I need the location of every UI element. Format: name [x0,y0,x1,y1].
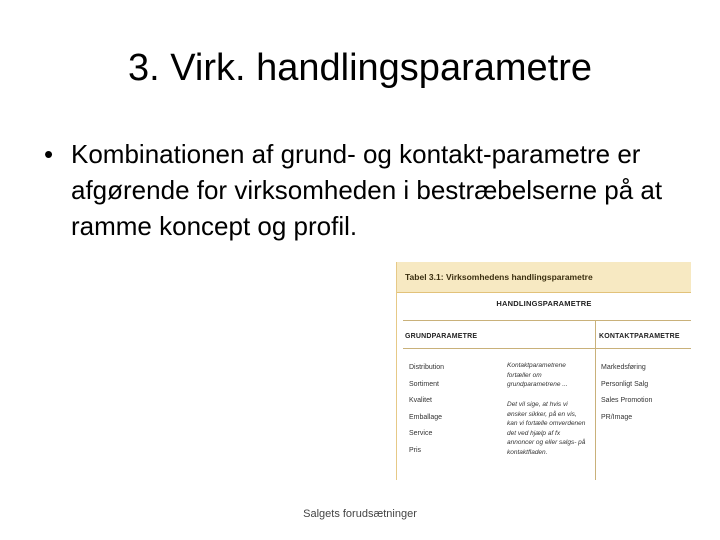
bullet-dot: • [44,139,54,169]
bullet-text: Kombinationen af grund- og kontakt-parametre er afgørende for virksomheden i bestræbelserne på at ramme koncept og profil. [71,139,663,241]
slide-title: 3. Virk. handlingsparametre [128,47,592,89]
kontakt-item: Personligt Salg [601,380,649,388]
table-header-band [397,262,691,293]
grund-item: Sortiment [409,380,439,388]
table-title: Tabel 3.1: Virksomhedens handlingsparametre [405,272,593,282]
table-main-heading: HANDLINGSPARAMETRE [496,299,592,308]
column-heading-grund: GRUNDPARAMETRE [405,333,478,340]
note-1: Kontaktparametrene fortæller om grundparametrene ... [507,362,568,388]
rule-vertical [595,320,596,480]
kontakt-item: Markedsføring [601,364,646,371]
column-heading-kontakt: KONTAKTPARAMETRE [599,333,680,340]
grund-list [409,360,444,459]
grund-item: Pris [409,446,422,454]
grund-item: Emballage [409,413,443,421]
note-2: Det vil sige, at hvis vi ønsker sikker, på en vis, kan vi fortælle omverdenen det ved hjælp af fx annoncer og eller salgs- på kontaktfladen. [507,401,586,456]
rule-top [403,320,691,321]
grund-item: Distribution [409,364,445,371]
table-figure [396,262,691,480]
grund-item: Service [409,430,433,437]
rule-mid [403,348,691,349]
slide-footer: Salgets forudsætninger [303,508,417,520]
kontakt-item: Sales Promotion [601,397,653,404]
kontakt-item: PR/Image [601,413,633,421]
kontakt-list [601,360,652,426]
grund-item: Kvalitet [409,397,432,404]
